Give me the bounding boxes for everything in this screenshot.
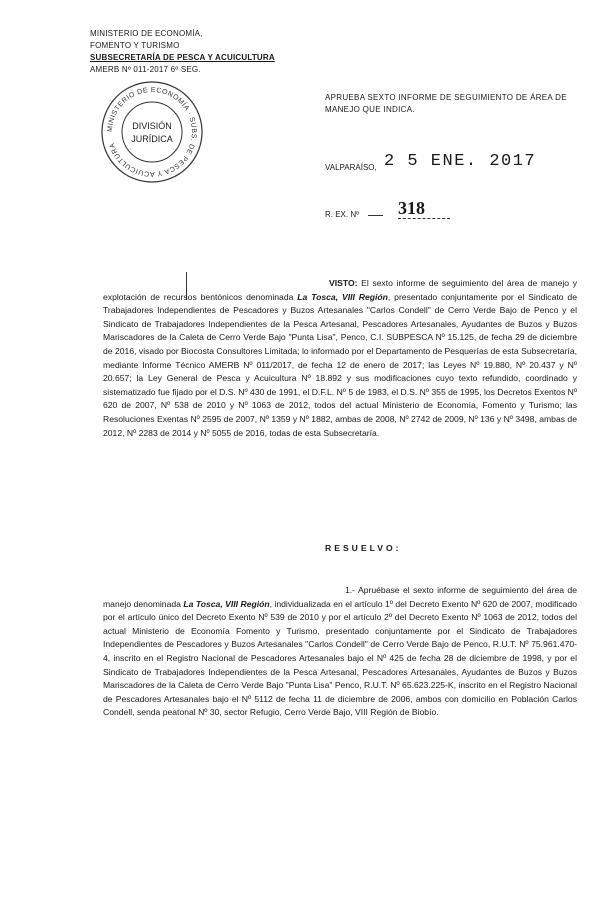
stamp-line-1: DIVISIÓN xyxy=(132,121,172,131)
article-1-area-name: La Tosca, VIII Región xyxy=(183,598,270,609)
juridica-stamp xyxy=(98,78,206,186)
stamp-ring-text: MINISTERIO DE ECONOMÍA · SUBS. DE PESCA Y ACUICULTURA xyxy=(106,86,198,178)
ministry-line-2: FOMENTO Y TURISMO xyxy=(90,41,180,50)
rex-underline xyxy=(368,215,383,216)
visto-area-name: La Tosca, VIII Región xyxy=(297,291,388,302)
ministry-header xyxy=(90,28,275,76)
ministry-line-3: SUBSECRETARÍA DE PESCA Y ACUICULTURA xyxy=(90,53,275,62)
rex-number: 318 xyxy=(398,198,425,218)
document-subject: APRUEBA SEXTO INFORME DE SEGUIMIENTO DE ÁREA DE MANEJO QUE INDICA. xyxy=(325,93,567,114)
stamp-line-2: JURÍDICA xyxy=(131,134,173,144)
ministry-line-4: AMERB Nº 011-2017 6º SEG. xyxy=(90,65,201,74)
rex-dashed-line xyxy=(398,218,450,219)
article-1-text: , individualizada en el artículo 1º del Decreto Exento Nº 620 de 2007, modificado por el artículo único del Decreto Exento Nº 539 de 2010 y por el artículo 2º del Decreto Exento Nº 1063 de 2012, todos del actual Ministerio de Economía Fomento y Turismo, presentado conjuntamente por el Sindicato de Trabajadores Independientes de Pescadores y Buzos Artesanales "Carlos Condell" de Cerro Verde Bajo de Penco, R.U.T. Nº 75.961.470-4, inscrito en el Registro Nacional de Pescadores Artesanales bajo el Nº 425 de fecha 28 de diciembre de 1998, y por el Sindicato de Trabajadores Independientes de la Pesca Artesanal, Pescadores Artesanales, Ayudantes de Buzos y Buzos Mariscadores de la Caleta de Cerro Verde Bajo "Punta Lisa" Penco, R.U.T. Nº 65.623.225-K, inscrito en el Registro Nacional de Pescadores Artesanales bajo el Nº 5112 de fecha 11 de diciembre de 2006, ambos con domicilio en Población Carlos Condell, senda peatonal Nº 30, sector Refugio, Cerro Verde Bajo, VIII Región de Biobío. xyxy=(103,598,577,718)
visto-text-1: El sexto informe de seguimiento del área de manejo y explotación de recursos bentónicos denominada xyxy=(103,278,577,302)
visto-text-2: , presentado conjuntamente por el Sindicato de Trabajadores Independientes de Pescadores y Buzos Artesanales "Carlos Condell" de Cerro Verde Bajo de Penco y el Sindicato de Trabajadores Independientes de la Pesca Artesanal, Pescadores Artesanales, Ayudantes de Buzos y Buzos Mariscadores de la Caleta de Cerro Verde Bajo "Punta Lisa", Penco, C.I. SUBPESCA Nº 15.125, de fecha 29 de diciembre de 2016, visado por Biocosta Consultores Limitada; lo informado por el Departamento de Pesquerías de esta Subsecretaría, mediante Informe Técnico AMERB Nº 011/2017, de fecha 12 de enero de 2017; las Leyes Nº 19.880, Nº 20.437 y Nº 20.657; la Ley General de Pesca y Acuicultura Nº 18.892 y sus modificaciones cuyo texto refundido, coordinado y sistematizado fue fijado por el D.S. Nº 430 de 1991, el D.F.L. Nº 5 de 1983, el D.S. Nº 355 de 1995, los Decretos Exentos Nº 620 de 2007, Nº 538 de 2010 y Nº 1063 de 2012, todos del actual Ministerio de Economía, Fomento y Turismo; las Resoluciones Exentas Nº 2595 de 2007, Nº 1359 y Nº 1882, ambas de 2008, Nº 2742 de 2009, Nº 136 y Nº 3498, ambas de 2012, Nº 2283 de 2014 y Nº 5055 de 2016, todas de esta Subsecretaría. xyxy=(103,291,577,438)
article-1-lead: 1.- Apruébase el sexto informe de seguimiento del área de manejo denominada xyxy=(103,585,577,609)
place-label: VALPARAÍSO, xyxy=(325,163,377,172)
visto-paragraph xyxy=(103,277,577,440)
date-stamp: 2 5 ENE. 2017 xyxy=(384,152,537,171)
resuelvo-heading: RESUELVO: xyxy=(325,543,402,553)
visto-lead: VISTO: xyxy=(329,278,358,288)
svg-text:MINISTERIO DE ECONOMÍA · SUBS. xyxy=(107,87,197,177)
rex-label: R. EX. Nº xyxy=(325,210,360,219)
ministry-line-1: MINISTERIO DE ECONOMÍA, xyxy=(90,29,203,38)
article-1-paragraph xyxy=(103,584,577,720)
stamp-seal-icon xyxy=(98,78,206,186)
